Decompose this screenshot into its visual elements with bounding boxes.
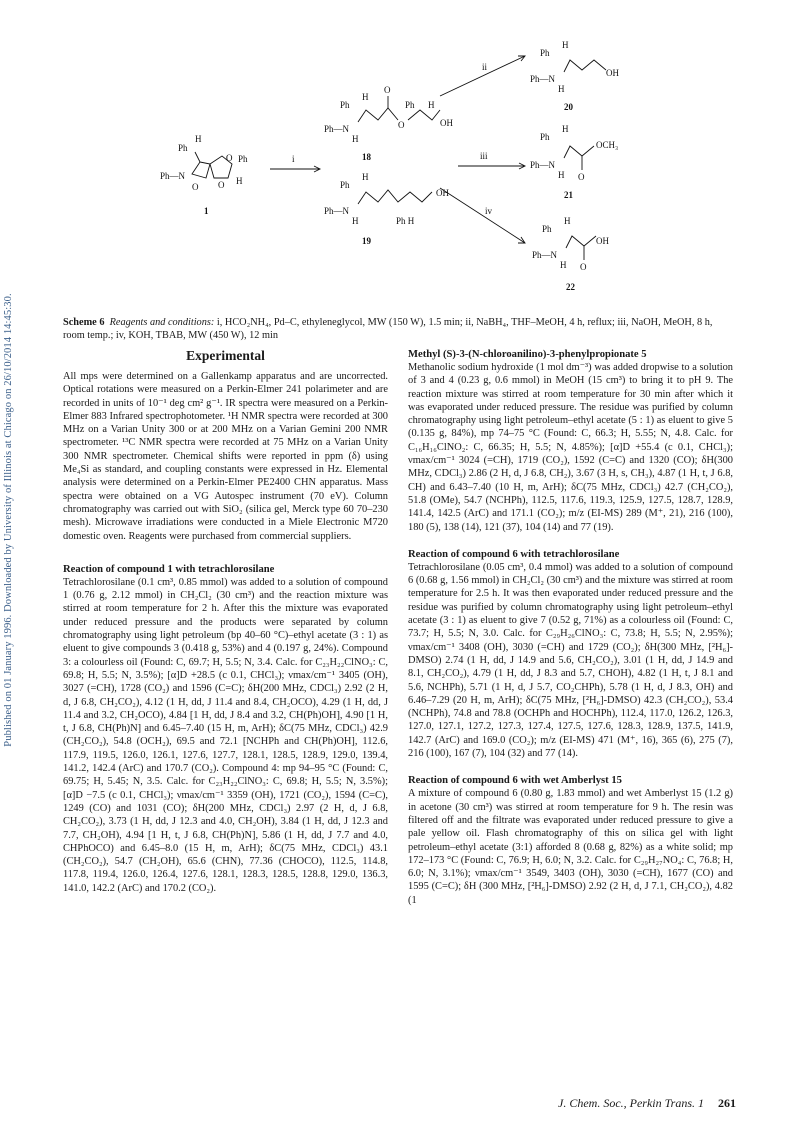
svg-text:O: O [578,172,585,182]
svg-text:H: H [362,172,369,182]
svg-text:Ph—N: Ph—N [160,171,186,181]
section-body-compound-6-sicl4: Tetrachlorosilane (0.05 cm³, 0.4 mmol) was added to a solution of compound 6 (0.68 g, 1.56 mmol) in CH₂Cl₂ (30 cm³) and the mixture was stirred at room temperature for 2.5 h. It was then evaporated under reduced pressure and the residue was purified by column chromatography using light petroleum–ethyl acetate (3 : 1) as eluent to give 7 (0.52 g, 71%) as a colourless oil (Found: C, 73.7; H, 5.5; N, 3.0. Calc. for C₂₉H₂₆ClNO₃: C, 73.8; H, 5.5; N, 2.95%); νmax/cm⁻¹ 3408 (OH), 3030 (=CH) and 1729 (CO₂); δH(300 MHz, [²H₆]-DMSO) 2.74 (1 H, dd, J 14.9 and 5.6, CH₂CO₂), 3.01 (1 H, dd, J 14.9 and 8.1, CH₂CO₂), 4.79 (1 H, dd, J 8.3 and 5.7, CHOH), 4.82 (1 H, t, J 8.1 and 5.6, NCHPh), 5.71 (1 H, d, J 5.7, CO₂CHPh), 5.78 (1 H, d, J 8.3, OH) and 6.46–7.29 (20 H, m, ArH); δC(75 MHz, [²H₆]-DMSO) 42.3 (CH₂CO₂), 53.4 (NCHPh), 74.8 and 78.8 (OCHPh and HOCHPh), 112.4, 117.0, 126.2, 126.3, 127.0, 127.1, 127.2, 127.3, 127.4, 127.5, 127.6, 128.3, 128.9, 137.5, 141.9, 142.7 (ArC) and 169.0 (CO₂); m/z (EI-MS) 471 (M⁺, 16), 365 (6), 275 (7), 216 (100), 167 (7), 104 (32) and 77 (14). [408,561,733,760]
svg-text:H: H [362,92,369,102]
svg-text:Ph—N: Ph—N [324,206,350,216]
svg-text:Ph: Ph [340,180,350,190]
svg-text:20: 20 [564,102,573,112]
svg-text:Ph H: Ph H [396,216,415,226]
svg-text:iv: iv [485,206,493,216]
svg-text:Ph—N: Ph—N [324,124,350,134]
svg-text:OH: OH [596,236,609,246]
svg-text:H: H [352,216,359,226]
svg-text:H: H [558,84,565,94]
svg-text:H: H [428,100,435,110]
scheme-caption-label: Scheme 6 [63,317,105,328]
svg-text:Ph—N: Ph—N [530,74,556,84]
scheme-caption-text: i, HCO₂NH₄, Pd–C, ethyleneglycol, MW (150 W), 1.5 min; ii, NaBH₄, THF–MeOH, 4 h, reflux; iii, NaOH, MeOH, 8 h, room temp.; iv, KOH, TBAB, MW (450 W), 12 min [63,317,713,341]
download-watermark [3,140,17,900]
svg-text:O: O [226,153,233,163]
section-body-compound-1: Tetrachlorosilane (0.1 cm³, 0.85 mmol) was added to a solution of compound 1 (0.76 g, 2.12 mmol) in CH₂Cl₂ (30 cm³) and the reaction mixture was stirred at room temperature for 2 h. After this the mixture was evaporated under reduced pressure and the products were separated by column chromatography using light petroleum (bp 40–60 °C)–ethyl acetate (3 : 1) as eluent to give compounds 3 (0.418 g, 53%) and 4 (0.197 g, 24%). Compound 3: a colourless oil (Found: C, 69.7; H, 5.5; N, 3.4. Calc. for C₂₃H₂₂ClNO₃: C, 69.8; H, 5.5; N, 3.5%); [α]D +28.5 (c 0.1, CHCl₃); νmax/cm⁻¹ 3405 (OH), 3027 (=CH), 1728 (CO₂) and 1596 (C=C); δH(200 MHz, CDCl₃) 2.92 (2 H, d, J 6.8, CH₂CO₂), 4.12 (1 H, dd, J 11.4 and 8.4, CH₂OCO), 4.29 (1 H, dd, J 11.4 and 3.2, CH₂OCO), 4.84 [1 H, dd, J 8.4 and 3.2, CH(Ph)OH], 4.90 [1 H, t, J 6.8, CH(Ph)N] and 6.45–7.40 (15 H, m, ArH); δC(75 MHz, CDCl₃) 42.9 (CH₂CO₂), 54.8 (OCH₂), 69.5 and 72.1 [NCHPh and CH(Ph)OH], 112.6, 117.9, 119.5, 126.0, 126.1, 127.6, 127.7, 128.1, 128.5, 128.9, 129.0, 139.4, 141.2, 142.4 (ArC) and 170.7 (CO₂). Compound 4: mp 94–95 °C (Found: C, 69.75; H, 5.45; N, 3.5. Calc. for C₂₃H₂₂ClNO₃: C, 69.8; H, 5.5; N, 3.5%); [α]D −7.5 (c 0.1, CHCl₃); νmax/cm⁻¹ 3359 (OH), 1721 (CO₂), 1594 (C=C), 1249 (CO) and 1031 (CO); δH(200 MHz, CDCl₃) 2.97 (2 H, d, J 6.8, CH₂CO₂), 3.73 (1 H, dd, J 12.3 and 4.0, CH₂OH), 3.84 (1 H, dd, J 12.3 and 7.7, CH₂OH), 4.94 [1 H, t, J 6.8, CH(Ph)N], 5.86 (1 H, dd, J 7.7 and 4.0, CHPhOCO) and 6.45–8.0 (15 H, m, ArH); δC(75 MHz, CDCl₃) 43.1 (CH₂CO₂), 54.7 (CH₂OH), 65.6 (CHN), 77.36 (CHOCO), 112.5, 114.8, 117.8, 119.4, 126.0, 126.4, 127.6, 128.1, 128.3, 128.5, 128.8, 129.0, 136.3, 141.0, 142.2 (ArC) and 170.2 (CO₂). [63,576,388,894]
svg-text:H: H [195,134,202,144]
compound-1-structure [160,134,248,216]
svg-text:OH: OH [436,188,449,198]
download-notice: Published on 01 January 1996. Downloaded by University of Illinois at Chicago on 26/10/2014 14:45:30. [3,293,14,747]
experimental-heading: Experimental [186,348,265,363]
page-number: 261 [718,1096,736,1110]
svg-text:ii: ii [482,62,488,72]
scheme-caption [63,317,733,342]
compound-21-structure [530,124,618,200]
svg-text:Ph: Ph [238,154,248,164]
svg-text:O: O [218,180,225,190]
page-footer [486,1096,736,1111]
svg-text:Ph: Ph [340,100,350,110]
svg-text:OH: OH [440,118,453,128]
compound-20-structure [530,40,619,112]
svg-text:Ph: Ph [540,48,550,58]
compound-18-structure [324,85,453,162]
section-title-compound-6-sicl4: Reaction of compound 6 with tetrachlorosilane [408,548,620,560]
svg-text:H: H [558,170,565,180]
svg-text:19: 19 [362,236,371,246]
svg-text:H: H [564,216,571,226]
svg-text:O: O [398,120,405,130]
svg-text:H: H [562,124,569,134]
svg-text:O: O [580,262,587,272]
svg-text:21: 21 [564,190,573,200]
compound-22-structure [532,216,609,292]
svg-text:iii: iii [480,151,488,161]
journal-name: J. Chem. Soc., Perkin Trans. 1 [558,1096,704,1110]
svg-text:1: 1 [204,206,209,216]
svg-text:Ph: Ph [542,224,552,234]
svg-text:Ph—N: Ph—N [532,250,558,260]
experimental-intro: All mps were determined on a Gallenkamp apparatus and are uncorrected. Optical rotations were measured on a Perkin-Elmer 241 polarimeter and are recorded in units of 10⁻¹ deg cm² g⁻¹. IR spectra were measured on a Perkin-Elmer 883 Infrared spectrophotometer. ¹H NMR spectra were recorded at 300 MHz on a Varian Unity 300 or at 200 MHz on a Varian Gemini 200 NMR spectrometer. ¹³C NMR spectra were recorded at 75 MHz on a Varian Unity 300 NMR spectrometer. Chemical shifts were reported in ppm (δ) using Me₄Si as standard, and coupling constants were expressed in Hz. Elemental analysis were determined on a Perkin-Elmer PE2400 CHN apparatus. Mass spectra were obtained on a VG Autospec instrument (70 eV). Column chromatography was carried out with SiO₂ (silica gel, Merck type 60 70–230 mesh). Microwave irradiations were conducted in a Miele Electronic M720 domestic oven. Reagents were purchased from commercial suppliers. [63,371,388,542]
reaction-scheme [140,38,710,293]
svg-text:H: H [236,176,243,186]
svg-text:Ph—N: Ph—N [530,160,556,170]
left-column [63,348,388,895]
svg-text:OH: OH [606,68,619,78]
svg-text:22: 22 [566,282,575,292]
svg-text:H: H [560,260,567,270]
right-column [408,348,733,907]
svg-text:H: H [562,40,569,50]
section-title-compound-1: Reaction of compound 1 with tetrachlorosilane [63,563,275,575]
svg-text:H: H [352,134,359,144]
svg-text:i: i [292,154,295,164]
section-title-compound-6-amberlyst: Reaction of compound 6 with wet Amberlyst 15 [408,775,622,787]
compound-19-structure [324,172,449,246]
svg-text:Ph: Ph [540,132,550,142]
section-body-compound-6-amberlyst: A mixture of compound 6 (0.80 g, 1.83 mmol) and wet Amberlyst 15 (1.2 g) in acetone (30 cm³) was stirred at room temperature for 9 h. The resin was filtered off and the filtrate was evaporated under reduced pressure to give a pale yellow oil. Flash chromatography of this on silica gel with light petroleum–ethyl acetate (3:1) afforded 8 (0.68 g, 82%) as a white solid; mp 172–173 °C (Found: C, 76.9; H, 6.0; N, 3.2. Calc. for C₂₉H₂₇NO₄: C, 76.8; H, 6.0; N, 3.1%); νmax/cm⁻¹ 3549, 3403 (OH), 3030 (=CH), 1677 (CO) and 1595 (C=C); δH (300 MHz, [²H₆]-DMSO) 2.92 (2 H, d, J 7.1, CH₂CO₂), 4.82 (1 [408,788,733,906]
svg-text:OCH₃: OCH₃ [596,140,619,150]
svg-text:O: O [192,182,199,192]
svg-text:Ph: Ph [405,100,415,110]
section-body-compound-5: Methanolic sodium hydroxide (1 mol dm⁻³) was added dropwise to a solution of 3 and 4 (0.23 g, 0.6 mmol) in MeOH (15 cm³) to bring it to pH 9. The reaction mixture was stirred at room temperature for 30 min after which it was evaporated under reduced pressure. The residue was purified by column chromatography using light petroleum–ethyl acetate (5 : 1) as eluent to give 5 (0.135 g, 84%), mp 74–75 °C (Found: C, 66.3; H, 5.55; N, 4.8. Calc. for C₁₆H₁₆ClNO₂: C, 66.35; H, 5.5; N, 4.85%); [α]D +55.4 (c 0.1, CHCl₃); νmax/cm⁻¹ 3024 (=CH), 1719 (CO₂), 1592 (C=C) and 1320 (CO); δH(300 MHz, CDCl₃) 2.86 (2 H, d, J 6.8, CH₂), 3.67 (3 H, s, CH₃), 4.87 (1 H, t, J 6.8, CH) and 6.43–7.40 (10 H, m, ArH); δC(75 MHz, CDCl₃) 42.7 (CH₂CO₂), 51.8 (OMe), 54.7 (NCHPh), 112.5, 117.6, 119.3, 125.9, 127.5, 128.7, 128.9, 141.4, 142.5 (ArC) and 171.1 (CO₂); m/z (EI-MS) 289 (M⁺, 21), 216 (100), 180 (5), 138 (14), 121 (37), 104 (14) and 77 (19). [408,362,733,533]
svg-text:O: O [384,85,391,95]
svg-text:Ph: Ph [178,143,188,153]
svg-text:18: 18 [362,152,371,162]
section-title-compound-5: Methyl (S)-3-(N-chloroanilino)-3-phenylpropionate 5 [408,349,647,360]
scheme-caption-lead: Reagents and conditions: [109,317,215,328]
